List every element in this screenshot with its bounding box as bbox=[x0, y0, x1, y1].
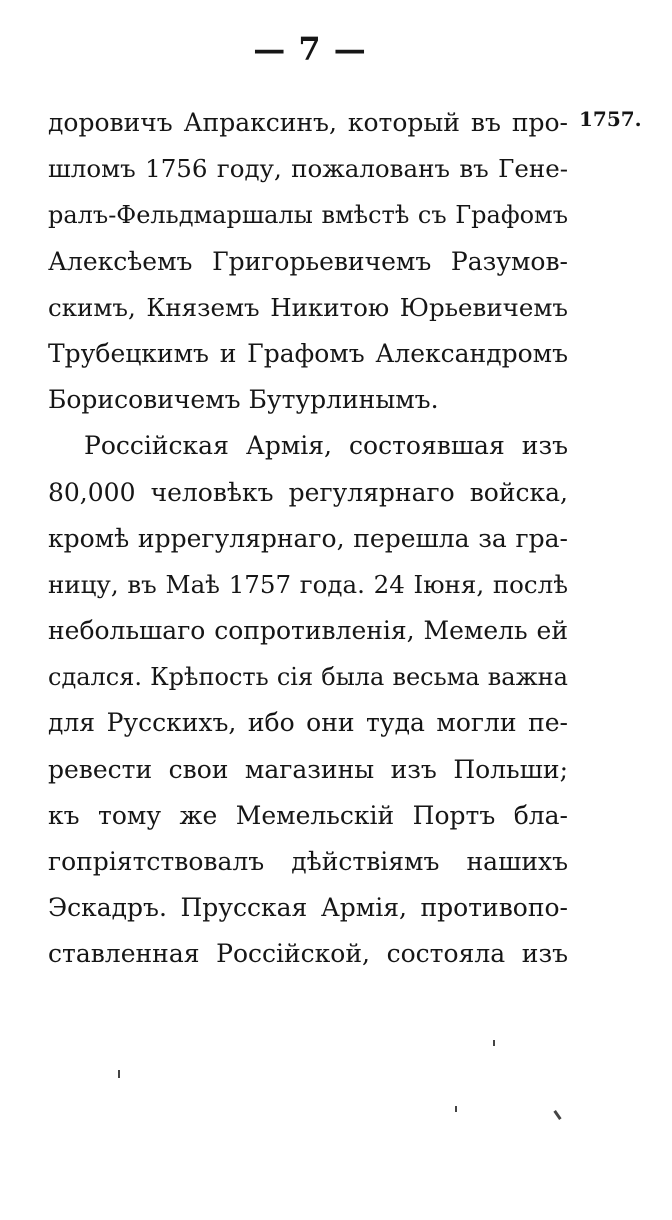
text-line: Борисовичемъ Бутурлинымъ. bbox=[48, 385, 439, 415]
body-text bbox=[48, 100, 568, 978]
text-line: къ тому же Мемельскій Портъ бла- bbox=[48, 800, 568, 830]
margin-year-note: 1757. bbox=[579, 107, 642, 131]
text-line: Алексѣемъ Григорьевичемъ Разумов- bbox=[48, 246, 568, 276]
text-line: ревести свои магазины изъ Польши; bbox=[48, 754, 568, 784]
text-line: Эскадръ. Прусская Армія, противопо- bbox=[48, 893, 568, 923]
paper-speck bbox=[493, 1040, 495, 1046]
text-line: для Русскихъ, ибо они туда могли пе- bbox=[48, 708, 568, 738]
text-line: скимъ, Княземъ Никитою Юрьевичемъ bbox=[48, 292, 568, 322]
paper-speck bbox=[553, 1110, 561, 1120]
text-line: шломъ 1756 году, пожалованъ въ Гене- bbox=[48, 154, 568, 184]
text-line: ставленная Россійской, состояла изъ bbox=[48, 939, 568, 969]
text-line: гопріятствовалъ дѣйствіямъ нашихъ bbox=[48, 847, 568, 876]
page-number: — 7 — bbox=[253, 30, 367, 68]
text-line: Россійская Армія, состоявшая изъ bbox=[84, 431, 568, 461]
text-line: доровичъ Апраксинъ, который въ про- bbox=[48, 108, 568, 137]
text-line: 80,000 человѣкъ регулярнаго войска, bbox=[48, 477, 568, 507]
text-line: кромѣ иррегулярнаго, перешла за гра- bbox=[48, 523, 568, 553]
text-line: ралъ-Фельдмаршалы вмѣстѣ съ Графомъ bbox=[48, 201, 568, 230]
paper-speck bbox=[118, 1070, 120, 1078]
paper-speck bbox=[455, 1106, 457, 1112]
text-line: небольшаго сопротивленія, Мемель ей bbox=[48, 616, 568, 646]
text-line: сдался. Крѣпость сія была весьма важна bbox=[48, 663, 568, 692]
text-line: Трубецкимъ и Графомъ Александромъ bbox=[48, 338, 568, 368]
text-line: ницу, въ Маѣ 1757 года. 24 Іюня, послѣ bbox=[48, 569, 568, 599]
